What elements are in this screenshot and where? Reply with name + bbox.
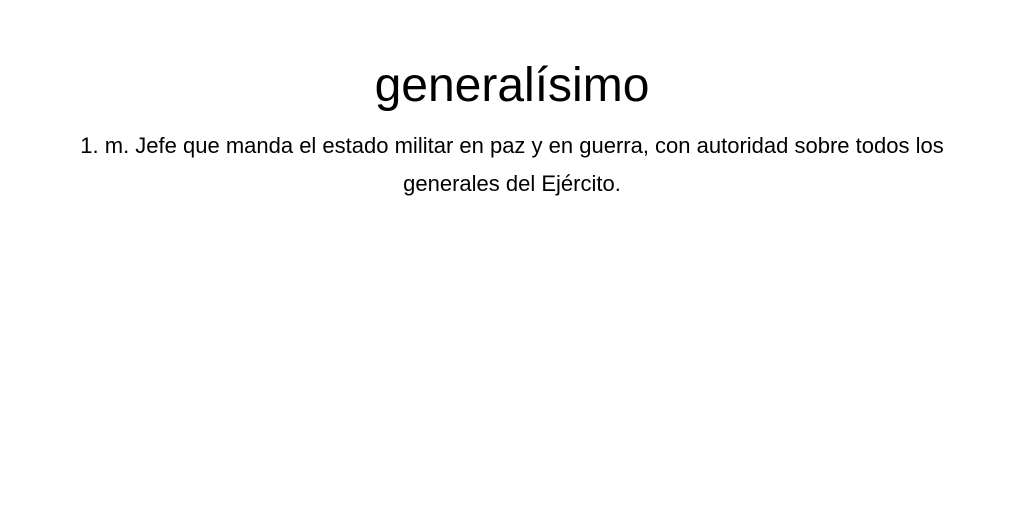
definition-1: 1. m. Jefe que manda el estado militar en paz y en guerra, con autoridad sobre todos los generales del Ejército.	[80, 133, 944, 196]
headword: generalísimo	[374, 59, 650, 112]
